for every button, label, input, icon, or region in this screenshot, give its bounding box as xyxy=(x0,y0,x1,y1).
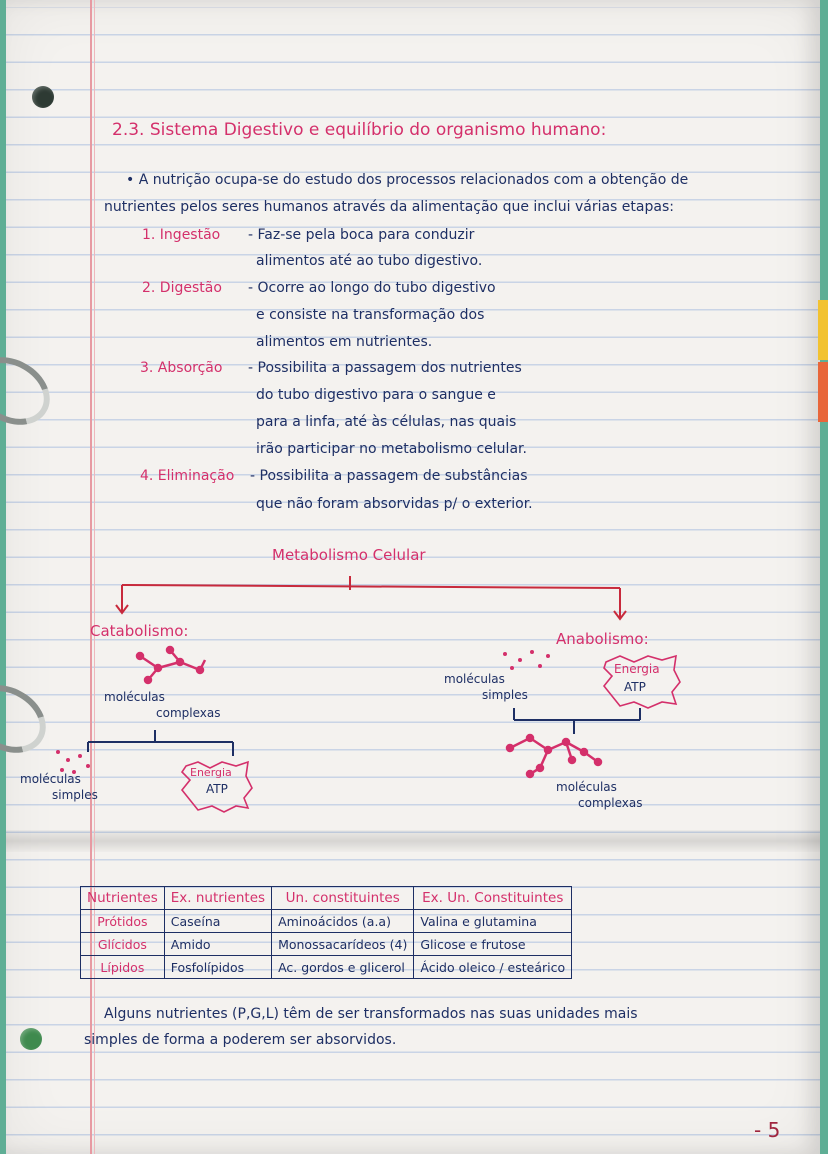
anabolism-complex-label: moléculas xyxy=(556,780,617,794)
stage-text: que não foram absorvidas p/ o exterior. xyxy=(256,496,533,512)
catabolism-atp-label: ATP xyxy=(206,782,228,796)
table-cell: Valina e glutamina xyxy=(414,910,572,933)
diagram-title: Metabolismo Celular xyxy=(272,546,426,564)
table-cell: Aminoácidos (a.a) xyxy=(272,910,414,933)
stage-text: - Possibilita a passagem dos nutrientes xyxy=(248,360,522,376)
catabolism-simple-label: simples xyxy=(52,788,98,802)
simple-molecules-icon xyxy=(503,650,550,670)
stage-text: irão participar no metabolismo celular. xyxy=(256,441,527,457)
table-row xyxy=(81,910,572,933)
table-header: Un. constituintes xyxy=(272,887,414,910)
table-cell: Fosfolípidos xyxy=(164,956,271,979)
stage-text: do tubo digestivo para o sangue e xyxy=(256,387,496,403)
stage-label-eliminacao: 4. Eliminação xyxy=(140,468,235,484)
table-cell: Caseína xyxy=(164,910,271,933)
table-row xyxy=(81,956,572,979)
anabolism-atp-label: ATP xyxy=(624,680,646,694)
simple-molecules-icon xyxy=(56,750,90,774)
table-header-row xyxy=(81,887,572,910)
anabolism-energy-label: Energia xyxy=(614,662,660,676)
table-header: Ex. nutrientes xyxy=(164,887,271,910)
anabolism-simple-label: simples xyxy=(482,688,528,702)
table-cell: Ácido oleico / esteárico xyxy=(414,956,572,979)
stage-text: - Ocorre ao longo do tubo digestivo xyxy=(248,280,496,296)
catabolism-energy-label: Energia xyxy=(190,766,232,779)
footnote-line-2: simples de forma a poderem ser absorvidos. xyxy=(84,1032,397,1048)
anabolism-complex-label: complexas xyxy=(578,796,643,810)
nutrients-table xyxy=(80,886,572,979)
complex-molecule-icon xyxy=(137,647,205,683)
anabolism-simple-label: moléculas xyxy=(444,672,505,686)
catabolism-label: Catabolismo: xyxy=(90,622,189,640)
catabolism-simple-label: moléculas xyxy=(20,772,81,786)
page-number: - 5 xyxy=(754,1118,781,1142)
table-row xyxy=(81,933,572,956)
stage-text: alimentos em nutrientes. xyxy=(256,334,433,350)
stage-text: para a linfa, até às células, nas quais xyxy=(256,414,517,430)
table-cell: Glicose e frutose xyxy=(414,933,572,956)
table-cell: Prótidos xyxy=(81,910,165,933)
stage-text: - Possibilita a passagem de substâncias xyxy=(250,468,528,484)
table-cell: Amido xyxy=(164,933,271,956)
intro-line-1: • A nutrição ocupa-se do estudo dos processos relacionados com a obtenção de xyxy=(126,172,689,188)
table-header: Nutrientes xyxy=(81,887,165,910)
table-cell: Lípidos xyxy=(81,956,165,979)
table-header: Ex. Un. Constituintes xyxy=(414,887,572,910)
stage-text: - Faz-se pela boca para conduzir xyxy=(248,227,475,243)
anabolism-label: Anabolismo: xyxy=(556,630,649,648)
intro-line-2: nutrientes pelos seres humanos através da alimentação que inclui várias etapas: xyxy=(104,199,674,215)
catabolism-complex-label: moléculas xyxy=(104,690,165,704)
table-cell: Glícidos xyxy=(81,933,165,956)
stage-label-ingestao: 1. Ingestão xyxy=(142,227,221,243)
stage-label-absorcao: 3. Absorção xyxy=(140,360,223,376)
table-cell: Monossacarídeos (4) xyxy=(272,933,414,956)
stage-label-digestao: 2. Digestão xyxy=(142,280,222,296)
catabolism-complex-label: complexas xyxy=(156,706,221,720)
stage-text: e consiste na transformação dos xyxy=(256,307,485,323)
complex-molecule-icon xyxy=(507,735,601,777)
table-cell: Ac. gordos e glicerol xyxy=(272,956,414,979)
page-title: 2.3. Sistema Digestivo e equilíbrio do organismo humano: xyxy=(112,120,607,140)
footnote-line-1: Alguns nutrientes (P,G,L) têm de ser transformados nas suas unidades mais xyxy=(104,1006,638,1022)
stage-text: alimentos até ao tubo digestivo. xyxy=(256,253,483,269)
